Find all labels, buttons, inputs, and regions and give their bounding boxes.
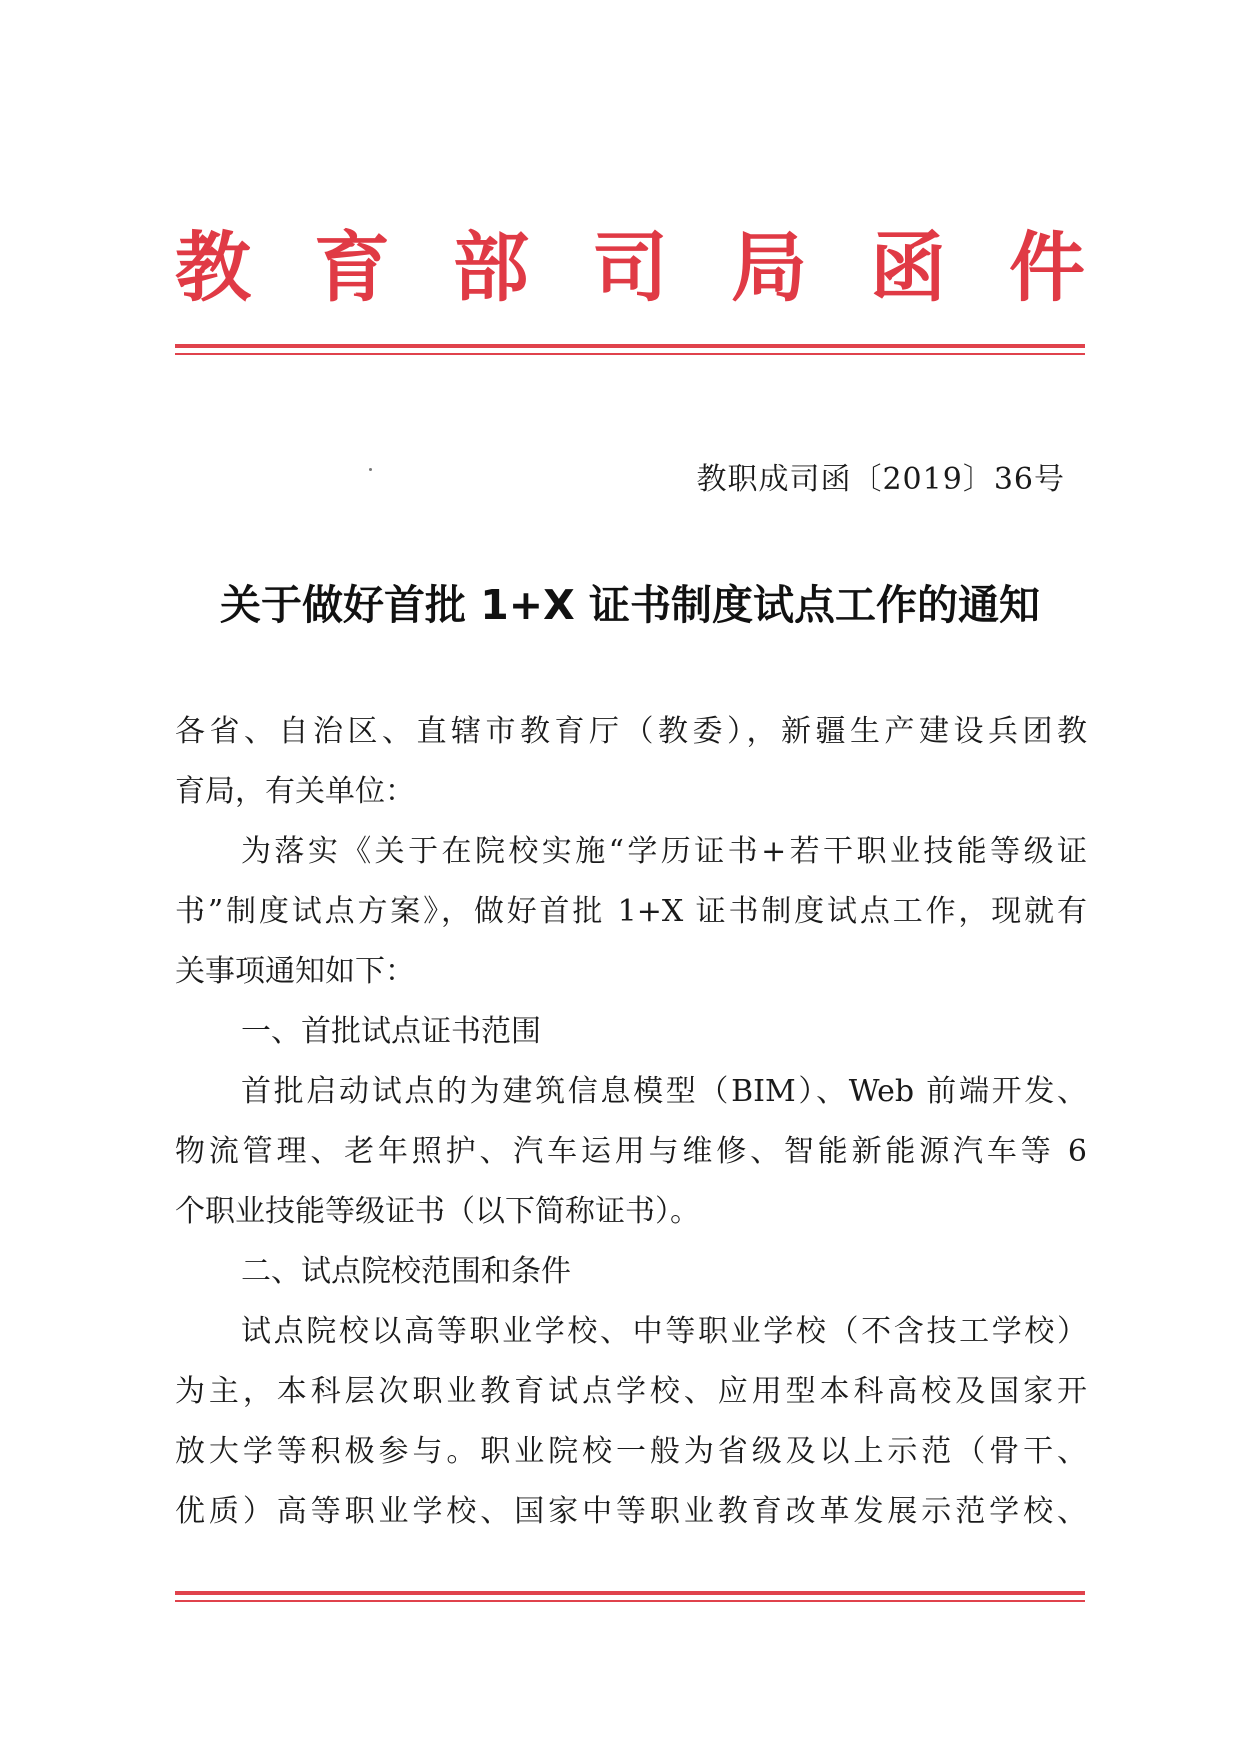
body-line: 关事项通知如下： <box>175 954 415 989</box>
masthead-char: 部 <box>453 223 529 312</box>
masthead-char: 局 <box>731 223 807 312</box>
scan-speck <box>369 468 372 471</box>
footer-divider <box>175 1591 1085 1602</box>
body-line: 个职业技能等级证书（以下简称证书）。 <box>175 1194 700 1229</box>
body-line: 优质）高等职业学校、国家中等职业教育改革发展示范学校、 <box>175 1494 1087 1529</box>
body-line: 育局，有关单位： <box>175 774 415 809</box>
body-line: 为落实《关于在院校实施“学历证书+若干职业技能等级证 <box>241 834 1087 869</box>
masthead-char: 件 <box>1009 223 1085 312</box>
masthead-divider <box>175 344 1085 355</box>
document-title: 关于做好首批 1+X 证书制度试点工作的通知 <box>219 581 1041 629</box>
masthead <box>175 218 1085 318</box>
body-line: 试点院校以高等职业学校、中等职业学校（不含技工学校） <box>241 1314 1087 1349</box>
divider-thin-line <box>175 353 1085 355</box>
divider-thick-line <box>175 1591 1085 1595</box>
masthead-char: 函 <box>870 223 946 312</box>
section-heading: 二、试点院校范围和条件 <box>241 1254 571 1289</box>
masthead-char: 育 <box>314 223 390 312</box>
masthead-char: 司 <box>592 223 668 312</box>
document-body <box>175 702 1087 1542</box>
body-line: 为主，本科层次职业教育试点学校、应用型本科高校及国家开 <box>175 1374 1087 1409</box>
masthead-char: 教 <box>175 223 251 312</box>
divider-thin-line <box>175 1600 1085 1602</box>
body-line: 物流管理、老年照护、汽车运用与维修、智能新能源汽车等 6 <box>175 1134 1087 1169</box>
document-number: 教职成司函〔2019〕36号 <box>696 462 1065 497</box>
section-heading: 一、首批试点证书范围 <box>241 1014 541 1049</box>
body-line: 首批启动试点的为建筑信息模型（BIM）、Web 前端开发、 <box>241 1074 1087 1109</box>
body-line: 书”制度试点方案》，做好首批 1+X 证书制度试点工作，现就有 <box>175 894 1087 929</box>
body-line: 各省、自治区、直辖市教育厅（教委），新疆生产建设兵团教 <box>175 714 1087 749</box>
body-line: 放大学等积极参与。职业院校一般为省级及以上示范（骨干、 <box>175 1434 1087 1469</box>
divider-thick-line <box>175 344 1085 348</box>
